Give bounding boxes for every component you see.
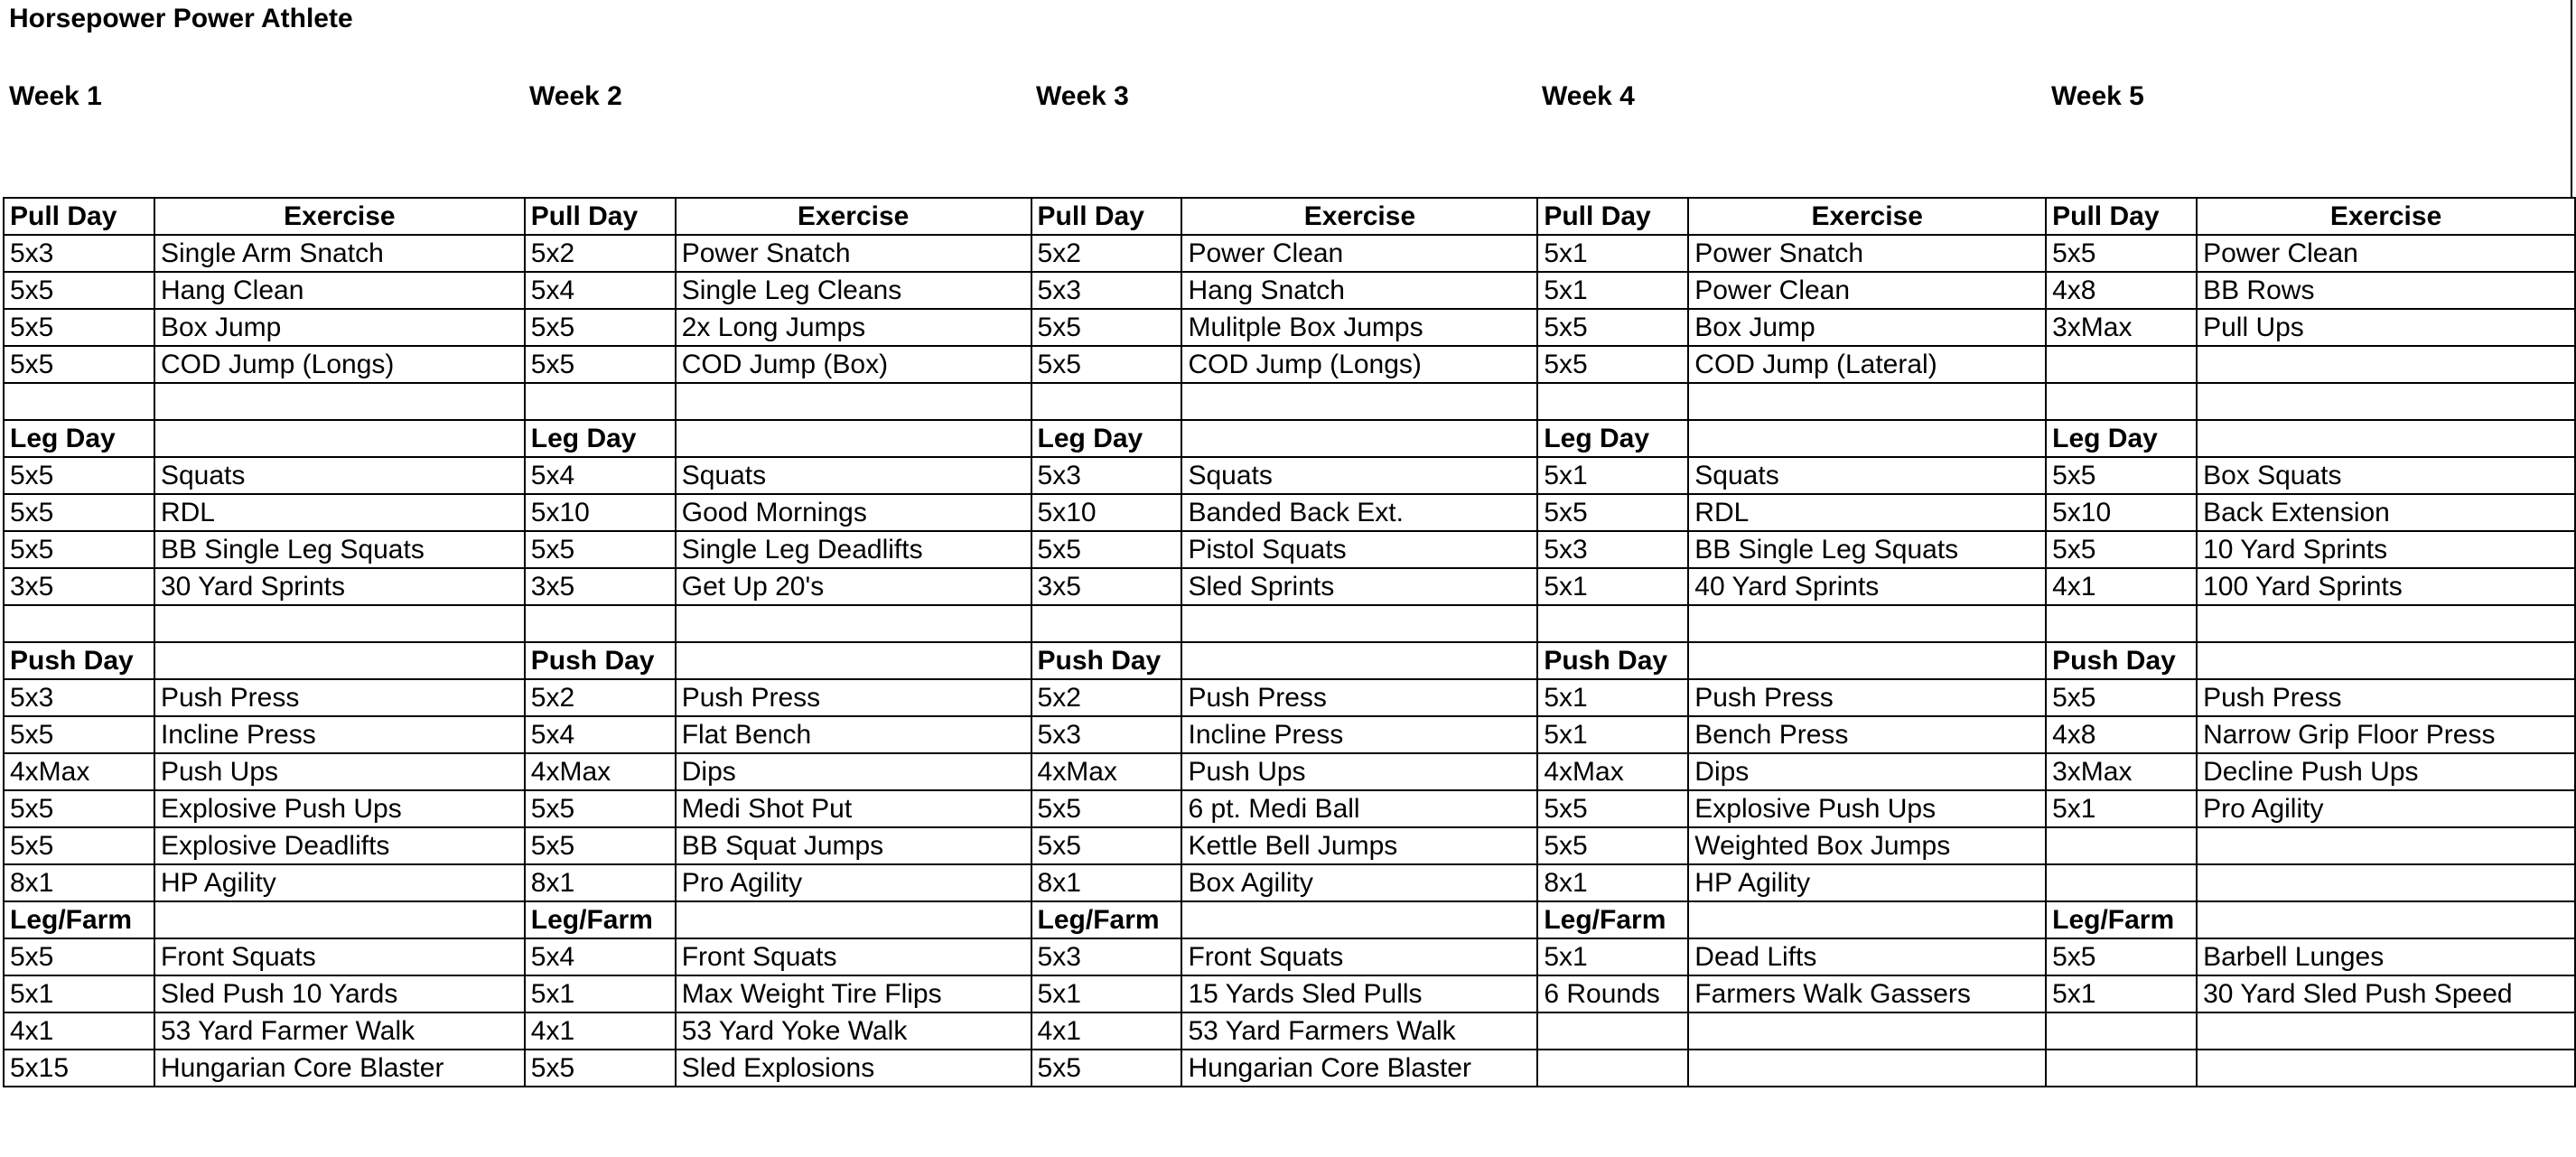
- sets-reps-cell: 5x4: [525, 272, 676, 309]
- sets-reps-cell: [2046, 827, 2197, 864]
- exercise-cell: 40 Yard Sprints: [1688, 568, 2046, 605]
- exercise-cell: Pull Ups: [2197, 309, 2575, 346]
- table-row: [4, 309, 2575, 346]
- sets-reps-cell: 3x5: [1031, 568, 1182, 605]
- sets-reps-cell: Leg/Farm: [1537, 901, 1688, 938]
- sets-reps-cell: 5x5: [1537, 346, 1688, 383]
- exercise-cell: [2197, 383, 2575, 420]
- exercise-cell: COD Jump (Longs): [154, 346, 525, 383]
- sets-reps-cell: 5x5: [2046, 938, 2197, 975]
- exercise-cell: [154, 901, 525, 938]
- exercise-cell: Bench Press: [1688, 716, 2046, 753]
- exercise-cell: [676, 642, 1031, 679]
- exercise-cell: Explosive Push Ups: [1688, 790, 2046, 827]
- sets-reps-cell: 5x1: [525, 975, 676, 1012]
- exercise-cell: Squats: [1688, 457, 2046, 494]
- sets-reps-cell: 5x5: [1031, 346, 1182, 383]
- sets-reps-cell: 5x5: [4, 272, 154, 309]
- exercise-header-cell: Exercise: [1181, 198, 1537, 235]
- sets-reps-cell: 3xMax: [2046, 309, 2197, 346]
- exercise-cell: [676, 605, 1031, 642]
- sets-reps-cell: Push Day: [1031, 642, 1182, 679]
- exercise-cell: Farmers Walk Gassers: [1688, 975, 2046, 1012]
- exercise-cell: Hang Snatch: [1181, 272, 1537, 309]
- day-header-cell: Pull Day: [1537, 198, 1688, 235]
- sets-reps-cell: 5x5: [4, 938, 154, 975]
- sets-reps-cell: 5x1: [1537, 716, 1688, 753]
- sets-reps-cell: 5x5: [1031, 827, 1182, 864]
- sets-reps-cell: [2046, 1050, 2197, 1087]
- sets-reps-cell: 4x1: [2046, 568, 2197, 605]
- table-row: [4, 753, 2575, 790]
- sets-reps-cell: 5x1: [1537, 938, 1688, 975]
- exercise-cell: Medi Shot Put: [676, 790, 1031, 827]
- exercise-cell: HP Agility: [154, 864, 525, 901]
- day-header-cell: Pull Day: [525, 198, 676, 235]
- exercise-cell: [2197, 346, 2575, 383]
- sets-reps-cell: 5x4: [525, 716, 676, 753]
- sets-reps-cell: 8x1: [1537, 864, 1688, 901]
- exercise-cell: Pro Agility: [2197, 790, 2575, 827]
- exercise-cell: 30 Yard Sled Push Speed: [2197, 975, 2575, 1012]
- table-row: [4, 605, 2575, 642]
- table-row: [4, 864, 2575, 901]
- table-row: [4, 1012, 2575, 1050]
- sets-reps-cell: 5x5: [4, 716, 154, 753]
- exercise-cell: Incline Press: [1181, 716, 1537, 753]
- sets-reps-cell: 5x5: [525, 790, 676, 827]
- sets-reps-cell: 4xMax: [1537, 753, 1688, 790]
- sets-reps-cell: [4, 605, 154, 642]
- exercise-cell: Sled Explosions: [676, 1050, 1031, 1087]
- table-row: [4, 272, 2575, 309]
- sets-reps-cell: 5x1: [1031, 975, 1182, 1012]
- table-row: [4, 790, 2575, 827]
- sets-reps-cell: Push Day: [2046, 642, 2197, 679]
- sets-reps-cell: [2046, 383, 2197, 420]
- sets-reps-cell: 5x1: [2046, 790, 2197, 827]
- sets-reps-cell: [1031, 383, 1182, 420]
- sets-reps-cell: 5x5: [2046, 457, 2197, 494]
- exercise-cell: COD Jump (Longs): [1181, 346, 1537, 383]
- exercise-cell: Get Up 20's: [676, 568, 1031, 605]
- exercise-cell: Hungarian Core Blaster: [1181, 1050, 1537, 1087]
- exercise-cell: [154, 605, 525, 642]
- exercise-cell: Hungarian Core Blaster: [154, 1050, 525, 1087]
- sets-reps-cell: 5x5: [4, 790, 154, 827]
- exercise-cell: Weighted Box Jumps: [1688, 827, 2046, 864]
- sets-reps-cell: 5x5: [4, 494, 154, 531]
- sets-reps-cell: 3xMax: [2046, 753, 2197, 790]
- sets-reps-cell: Leg Day: [2046, 420, 2197, 457]
- exercise-cell: [2197, 1050, 2575, 1087]
- section-header-row: [4, 901, 2575, 938]
- sets-reps-cell: 4x1: [4, 1012, 154, 1050]
- sets-reps-cell: 5x3: [1031, 716, 1182, 753]
- table-row: [4, 383, 2575, 420]
- exercise-cell: [2197, 864, 2575, 901]
- sets-reps-cell: 5x5: [4, 827, 154, 864]
- sets-reps-cell: Leg/Farm: [2046, 901, 2197, 938]
- table-row: [4, 346, 2575, 383]
- exercise-cell: Squats: [676, 457, 1031, 494]
- exercise-cell: Power Snatch: [1688, 235, 2046, 272]
- sets-reps-cell: 5x4: [525, 938, 676, 975]
- exercise-cell: [2197, 827, 2575, 864]
- day-header-cell: Pull Day: [4, 198, 154, 235]
- sets-reps-cell: 5x5: [1537, 494, 1688, 531]
- exercise-cell: Single Arm Snatch: [154, 235, 525, 272]
- sets-reps-cell: 5x3: [1031, 272, 1182, 309]
- sets-reps-cell: 5x3: [1537, 531, 1688, 568]
- exercise-cell: Power Clean: [2197, 235, 2575, 272]
- exercise-cell: [2197, 1012, 2575, 1050]
- sets-reps-cell: 5x10: [1031, 494, 1182, 531]
- exercise-cell: [2197, 642, 2575, 679]
- table-row: [4, 679, 2575, 716]
- sets-reps-cell: 5x5: [2046, 235, 2197, 272]
- sets-reps-cell: 4x1: [525, 1012, 676, 1050]
- exercise-cell: 53 Yard Farmers Walk: [1181, 1012, 1537, 1050]
- workout-table: [3, 197, 2576, 1087]
- sets-reps-cell: 4x1: [1031, 1012, 1182, 1050]
- sets-reps-cell: 5x1: [1537, 235, 1688, 272]
- sets-reps-cell: 5x5: [1031, 309, 1182, 346]
- table-row: [4, 975, 2575, 1012]
- exercise-cell: Barbell Lunges: [2197, 938, 2575, 975]
- table-row: [4, 531, 2575, 568]
- sets-reps-cell: 5x5: [1031, 531, 1182, 568]
- exercise-cell: 10 Yard Sprints: [2197, 531, 2575, 568]
- week-2-label: Week 2: [529, 81, 622, 111]
- table-row: [4, 1050, 2575, 1087]
- exercise-cell: [2197, 901, 2575, 938]
- exercise-cell: Pro Agility: [676, 864, 1031, 901]
- exercise-cell: Squats: [1181, 457, 1537, 494]
- sets-reps-cell: 5x3: [4, 679, 154, 716]
- exercise-header-cell: Exercise: [2197, 198, 2575, 235]
- exercise-cell: Good Mornings: [676, 494, 1031, 531]
- sets-reps-cell: [525, 605, 676, 642]
- table-row: [4, 938, 2575, 975]
- week-3-label: Week 3: [1036, 81, 1129, 111]
- sets-reps-cell: Leg Day: [4, 420, 154, 457]
- exercise-cell: Box Jump: [1688, 309, 2046, 346]
- sets-reps-cell: [2046, 346, 2197, 383]
- exercise-cell: Push Press: [2197, 679, 2575, 716]
- exercise-cell: 53 Yard Farmer Walk: [154, 1012, 525, 1050]
- exercise-cell: Push Ups: [1181, 753, 1537, 790]
- sets-reps-cell: 5x4: [525, 457, 676, 494]
- table-row: [4, 457, 2575, 494]
- exercise-cell: [154, 420, 525, 457]
- page-title: Horsepower Power Athlete: [9, 4, 353, 33]
- week-5-label: Week 5: [2051, 81, 2144, 111]
- exercise-cell: Front Squats: [676, 938, 1031, 975]
- sets-reps-cell: 5x5: [4, 457, 154, 494]
- exercise-cell: [154, 383, 525, 420]
- exercise-cell: Pistol Squats: [1181, 531, 1537, 568]
- exercise-header-cell: Exercise: [154, 198, 525, 235]
- exercise-cell: 2x Long Jumps: [676, 309, 1031, 346]
- exercise-cell: 100 Yard Sprints: [2197, 568, 2575, 605]
- sets-reps-cell: Leg/Farm: [1031, 901, 1182, 938]
- exercise-cell: RDL: [1688, 494, 2046, 531]
- exercise-cell: [1688, 1012, 2046, 1050]
- sets-reps-cell: 5x5: [1537, 790, 1688, 827]
- exercise-cell: Squats: [154, 457, 525, 494]
- sets-reps-cell: 5x5: [1031, 1050, 1182, 1087]
- exercise-cell: [1688, 605, 2046, 642]
- exercise-cell: Push Press: [154, 679, 525, 716]
- exercise-cell: Sled Push 10 Yards: [154, 975, 525, 1012]
- table-row: [4, 235, 2575, 272]
- exercise-cell: [1688, 1050, 2046, 1087]
- exercise-cell: Dead Lifts: [1688, 938, 2046, 975]
- table-row: [4, 494, 2575, 531]
- week-1-label: Week 1: [9, 81, 102, 111]
- sets-reps-cell: 4x8: [2046, 716, 2197, 753]
- sets-reps-cell: 4xMax: [1031, 753, 1182, 790]
- exercise-header-cell: Exercise: [676, 198, 1031, 235]
- exercise-cell: Narrow Grip Floor Press: [2197, 716, 2575, 753]
- exercise-cell: Single Leg Deadlifts: [676, 531, 1031, 568]
- exercise-cell: 15 Yards Sled Pulls: [1181, 975, 1537, 1012]
- sets-reps-cell: Leg/Farm: [525, 901, 676, 938]
- sets-reps-cell: Leg Day: [525, 420, 676, 457]
- sets-reps-cell: Leg Day: [1031, 420, 1182, 457]
- sets-reps-cell: 4x8: [2046, 272, 2197, 309]
- exercise-cell: [676, 420, 1031, 457]
- table-row: [4, 716, 2575, 753]
- exercise-cell: 30 Yard Sprints: [154, 568, 525, 605]
- sets-reps-cell: [1031, 605, 1182, 642]
- exercise-cell: Back Extension: [2197, 494, 2575, 531]
- sets-reps-cell: 5x1: [1537, 568, 1688, 605]
- exercise-cell: HP Agility: [1688, 864, 2046, 901]
- exercise-cell: Power Snatch: [676, 235, 1031, 272]
- sets-reps-cell: 8x1: [4, 864, 154, 901]
- table-row: [4, 568, 2575, 605]
- exercise-cell: Power Clean: [1688, 272, 2046, 309]
- week-4-label: Week 4: [1542, 81, 1635, 111]
- exercise-cell: [154, 642, 525, 679]
- exercise-cell: Dips: [676, 753, 1031, 790]
- sets-reps-cell: [1537, 1012, 1688, 1050]
- sets-reps-cell: [1537, 1050, 1688, 1087]
- exercise-cell: Dips: [1688, 753, 2046, 790]
- sets-reps-cell: 5x1: [2046, 975, 2197, 1012]
- sets-reps-cell: 5x2: [1031, 679, 1182, 716]
- exercise-cell: Single Leg Cleans: [676, 272, 1031, 309]
- exercise-cell: Push Press: [676, 679, 1031, 716]
- exercise-cell: [1688, 642, 2046, 679]
- sets-reps-cell: 8x1: [1031, 864, 1182, 901]
- exercise-cell: BB Rows: [2197, 272, 2575, 309]
- exercise-cell: Push Press: [1181, 679, 1537, 716]
- sets-reps-cell: Push Day: [4, 642, 154, 679]
- exercise-cell: COD Jump (Lateral): [1688, 346, 2046, 383]
- sets-reps-cell: 5x10: [525, 494, 676, 531]
- exercise-cell: Box Squats: [2197, 457, 2575, 494]
- exercise-cell: [1181, 642, 1537, 679]
- exercise-cell: Sled Sprints: [1181, 568, 1537, 605]
- exercise-cell: Explosive Push Ups: [154, 790, 525, 827]
- exercise-cell: RDL: [154, 494, 525, 531]
- sets-reps-cell: 5x2: [1031, 235, 1182, 272]
- sets-reps-cell: 5x5: [2046, 531, 2197, 568]
- exercise-cell: Mulitple Box Jumps: [1181, 309, 1537, 346]
- exercise-cell: Front Squats: [1181, 938, 1537, 975]
- exercise-cell: BB Squat Jumps: [676, 827, 1031, 864]
- exercise-cell: [1181, 420, 1537, 457]
- exercise-cell: [1181, 901, 1537, 938]
- exercise-cell: BB Single Leg Squats: [154, 531, 525, 568]
- exercise-cell: [676, 383, 1031, 420]
- sets-reps-cell: 5x10: [2046, 494, 2197, 531]
- exercise-cell: [1181, 383, 1537, 420]
- day-header-cell: Pull Day: [1031, 198, 1182, 235]
- exercise-cell: 6 pt. Medi Ball: [1181, 790, 1537, 827]
- exercise-cell: [1688, 383, 2046, 420]
- sets-reps-cell: [1537, 383, 1688, 420]
- section-header-row: [4, 642, 2575, 679]
- sets-reps-cell: Push Day: [1537, 642, 1688, 679]
- sets-reps-cell: 5x5: [525, 827, 676, 864]
- sets-reps-cell: 5x3: [1031, 938, 1182, 975]
- sets-reps-cell: 5x5: [525, 531, 676, 568]
- exercise-cell: Banded Back Ext.: [1181, 494, 1537, 531]
- exercise-cell: [676, 901, 1031, 938]
- section-header-row: [4, 420, 2575, 457]
- sets-reps-cell: Leg Day: [1537, 420, 1688, 457]
- sets-reps-cell: 5x5: [1031, 790, 1182, 827]
- sets-reps-cell: 5x1: [1537, 679, 1688, 716]
- sets-reps-cell: 3x5: [4, 568, 154, 605]
- exercise-cell: Push Press: [1688, 679, 2046, 716]
- sets-reps-cell: [4, 383, 154, 420]
- sets-reps-cell: 8x1: [525, 864, 676, 901]
- exercise-cell: Decline Push Ups: [2197, 753, 2575, 790]
- exercise-cell: Flat Bench: [676, 716, 1031, 753]
- exercise-cell: [1181, 605, 1537, 642]
- exercise-header-cell: Exercise: [1688, 198, 2046, 235]
- sets-reps-cell: [2046, 1012, 2197, 1050]
- exercise-cell: COD Jump (Box): [676, 346, 1031, 383]
- exercise-cell: Box Jump: [154, 309, 525, 346]
- exercise-cell: BB Single Leg Squats: [1688, 531, 2046, 568]
- sets-reps-cell: 5x5: [1537, 827, 1688, 864]
- sets-reps-cell: 5x5: [525, 346, 676, 383]
- sets-reps-cell: Push Day: [525, 642, 676, 679]
- sets-reps-cell: [2046, 864, 2197, 901]
- sets-reps-cell: 5x5: [4, 309, 154, 346]
- exercise-cell: Front Squats: [154, 938, 525, 975]
- sets-reps-cell: 5x1: [4, 975, 154, 1012]
- sets-reps-cell: 5x15: [4, 1050, 154, 1087]
- exercise-cell: [1688, 420, 2046, 457]
- exercise-cell: Box Agility: [1181, 864, 1537, 901]
- sets-reps-cell: 5x5: [525, 1050, 676, 1087]
- sets-reps-cell: [525, 383, 676, 420]
- sets-reps-cell: 5x5: [2046, 679, 2197, 716]
- exercise-cell: [2197, 420, 2575, 457]
- sets-reps-cell: 6 Rounds: [1537, 975, 1688, 1012]
- sheet-edge-line: [2571, 0, 2572, 197]
- exercise-cell: Power Clean: [1181, 235, 1537, 272]
- sets-reps-cell: 5x5: [4, 531, 154, 568]
- sets-reps-cell: 3x5: [525, 568, 676, 605]
- sets-reps-cell: 5x1: [1537, 457, 1688, 494]
- table-row: [4, 827, 2575, 864]
- sets-reps-cell: [2046, 605, 2197, 642]
- exercise-cell: Max Weight Tire Flips: [676, 975, 1031, 1012]
- sets-reps-cell: 5x3: [1031, 457, 1182, 494]
- exercise-cell: [2197, 605, 2575, 642]
- exercise-cell: Kettle Bell Jumps: [1181, 827, 1537, 864]
- sets-reps-cell: 5x1: [1537, 272, 1688, 309]
- sets-reps-cell: [1537, 605, 1688, 642]
- exercise-cell: [1688, 901, 2046, 938]
- exercise-cell: Explosive Deadlifts: [154, 827, 525, 864]
- sets-reps-cell: 5x5: [525, 309, 676, 346]
- sets-reps-cell: 5x5: [1537, 309, 1688, 346]
- day-header-cell: Pull Day: [2046, 198, 2197, 235]
- sets-reps-cell: 5x2: [525, 235, 676, 272]
- exercise-cell: Incline Press: [154, 716, 525, 753]
- sets-reps-cell: Leg/Farm: [4, 901, 154, 938]
- exercise-cell: 53 Yard Yoke Walk: [676, 1012, 1031, 1050]
- exercise-cell: Push Ups: [154, 753, 525, 790]
- sets-reps-cell: 4xMax: [4, 753, 154, 790]
- sets-reps-cell: 5x5: [4, 346, 154, 383]
- header-row: [4, 198, 2575, 235]
- sets-reps-cell: 5x3: [4, 235, 154, 272]
- sets-reps-cell: 4xMax: [525, 753, 676, 790]
- sets-reps-cell: 5x2: [525, 679, 676, 716]
- exercise-cell: Hang Clean: [154, 272, 525, 309]
